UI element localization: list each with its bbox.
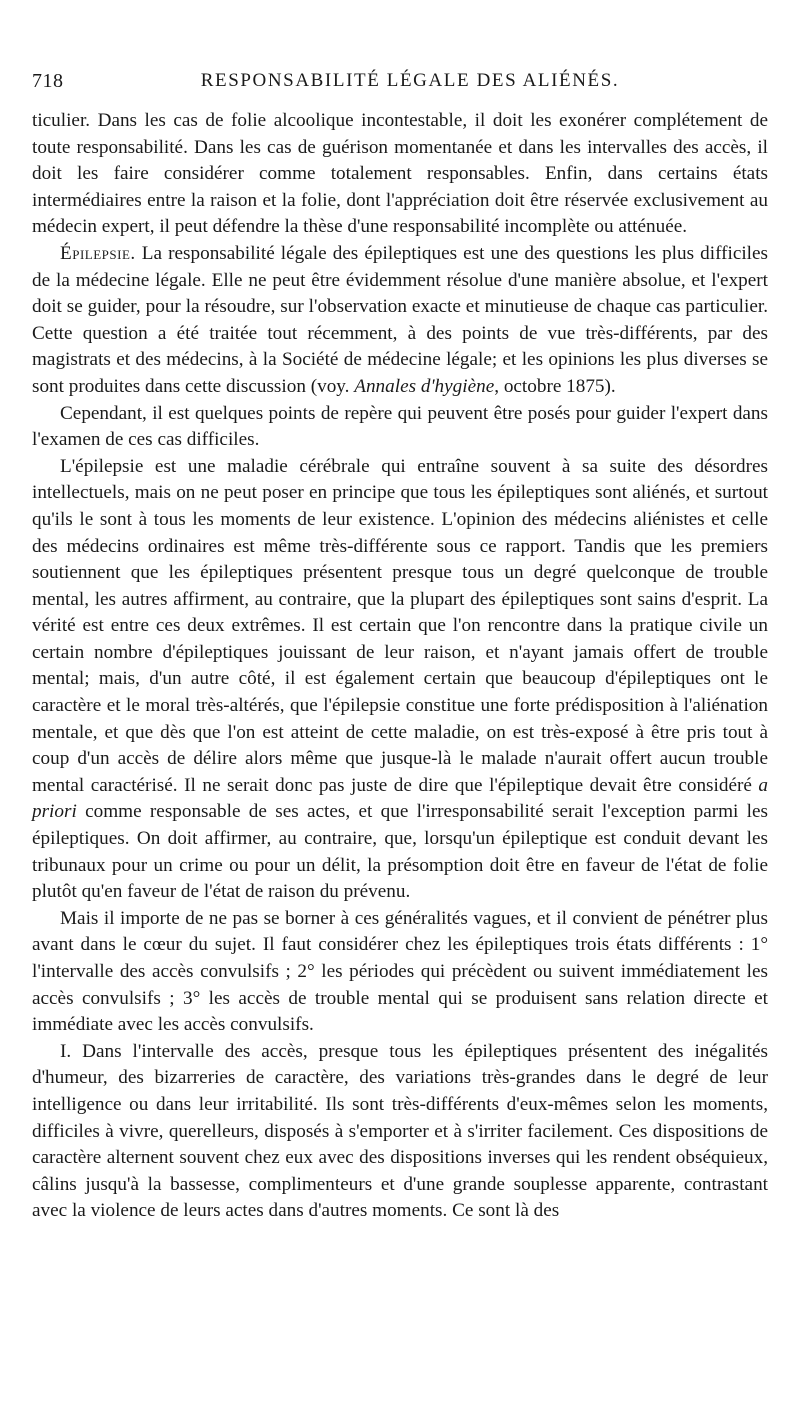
- paragraph-text: Mais il importe de ne pas se borner à ces généralités vagues, et il convient de pénétrer plus avant dans le cœur du sujet. Il faut considérer chez les épileptiques trois états différents : 1° l'intervalle des accès convulsifs ; 2° les périodes qui précèdent ou suivent immédiatement les accès convulsifs ; 3° les accès de trouble mental qui se produisent sans relation directe et immédiate avec les accès convulsifs.: [32, 907, 768, 1036]
- page-number: 718: [32, 70, 64, 92]
- paragraph-text: La responsabilité légale des épileptiques est une des questions les plus difficiles de la médecine légale. Elle ne peut être évidemment résolue d'une manière absolue, et l'expert doit se guider, pour la résoudre, sur l'observation exacte et minutieuse de chaque cas particulier. Cette question a été traitée tout récemment, à des points de vue très-différents, par des magistrats et des médecins, à la Société de médecine légale; et les opinions les plus diverses se sont produites dans cette discussion (voy.: [32, 242, 768, 397]
- section-lead: Épilepsie.: [60, 242, 136, 264]
- paragraph-text: ticulier. Dans les cas de folie alcoolique incontestable, il doit les exonérer complétement de toute responsabilité. Dans les cas de guérison momentanée et dans les intervalles des accès, il doit les faire considérer comme totalement responsables. Enfin, dans certains états intermédiaires entre la raison et la folie, dont l'appréciation doit être réservée exclusivement au médecin expert, il peut défendre la thèse d'une responsabilité incomplète ou atténuée.: [32, 110, 768, 238]
- paragraph-tail: , octobre 1875).: [494, 375, 616, 397]
- paragraph-epilepsie: [32, 241, 768, 401]
- italic-term: a priori: [32, 774, 768, 823]
- paragraph-text: I. Dans l'intervalle des accès, presque tous les épileptiques présentent des inégalités d'humeur, des bizarreries de caractère, des variations très-grandes dans le degré de leur intelligence ou dans leur irritabilité. Ils sont très-différents d'eux-mêmes selon les moments, difficiles à vivre, querelleurs, disposés à s'emporter et à s'irriter facilement. Ces dispositions de caractère alternent souvent chez eux avec des dispositions inverses qui les rendent obséquieux, câlins jusqu'à la bassesse, complimenteurs et d'une grande souplesse apparente, contrastant avec la violence de leurs actes dans d'autres moments. Ce sont là des: [32, 1040, 768, 1222]
- paragraph-text: Cependant, il est quelques points de repère qui peuvent être posés pour guider l'expert dans l'examen de ces cas difficiles.: [32, 402, 768, 451]
- paragraph-text: L'épilepsie est une maladie cérébrale qui entraîne souvent à sa suite des désordres intellectuels, mais on ne peut poser en principe que tous les épileptiques sont aliénés, et surtout qu'ils le sont à tous les moments de leur existence. L'opinion des médecins aliénistes et celle des médecins ordinaires est même très-différente sous ce rapport. Tandis que les premiers soutiennent que les épileptiques présentent presque tous un degré quelconque de trouble mental, les autres affirment, au contraire, que la plupart des épileptiques sont sains d'esprit. La vérité est entre ces deux extrêmes. Il est certain que l'on rencontre dans la pratique civile un certain nombre d'épileptiques jouissant de leur raison, et n'ayant jamais offert de trouble mental; mais, d'un autre côté, il est également certain que beaucoup d'épileptiques ont le caractère et le moral très-altérés, que l'épilepsie constitue une forte prédisposition à l'aliénation mentale, et que dès que l'on est atteint de cette maladie, on est très-exposé à être pris tout à coup d'un accès de délire alors même que jusque-là le malade n'aurait offert aucun trouble mental caractérisé. Il ne serait donc pas juste de dire que l'épileptique devait être considéré: [32, 455, 768, 796]
- body-text: [32, 108, 768, 1225]
- paragraph-maladie: [32, 454, 768, 906]
- paragraph-tail: comme responsable de ses actes, et que l'irresponsabilité serait l'exception parmi les épileptiques. On doit affirmer, au contraire, que, lorsqu'un épileptique est conduit devant les tribunaux pour un crime ou pour un délit, la présomption doit être en faveur de l'état de folie plutôt qu'en faveur de l'état de raison du prévenu.: [32, 801, 768, 903]
- page: [32, 70, 768, 1225]
- paragraph-section-one: [32, 1039, 768, 1225]
- paragraph-cependant: [32, 401, 768, 454]
- running-title: RESPONSABILITÉ LÉGALE DES ALIÉNÉS.: [200, 70, 620, 91]
- page-header: [32, 70, 768, 100]
- italic-citation: Annales d'hygiène: [354, 375, 495, 397]
- paragraph-continuation: [32, 108, 768, 241]
- paragraph-trois-etats: [32, 906, 768, 1039]
